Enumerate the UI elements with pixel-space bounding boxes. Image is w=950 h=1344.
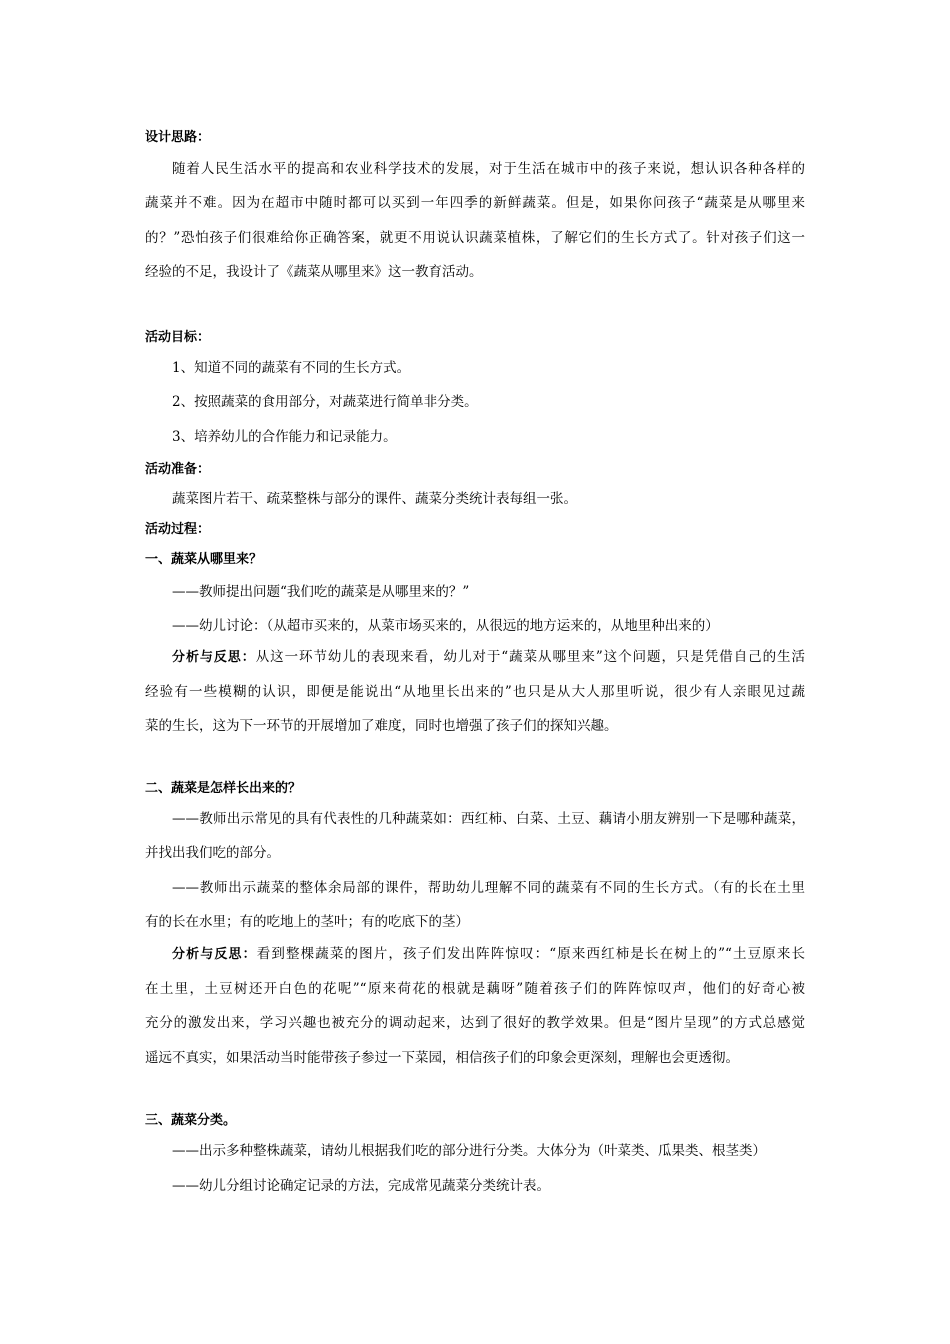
design-paragraph-line: 蔬菜并不难。因为在超市中随时都可以买到一年四季的新鲜蔬菜。但是，如果你问孩子“蔬菜是从哪里来	[145, 195, 805, 211]
part1-line: ——教师提出问题“我们吃的蔬菜是从哪里来的？”	[172, 584, 470, 600]
design-paragraph-line: 经验的不足，我设计了《蔬菜从哪里来》这一教育活动。	[145, 264, 483, 280]
part1-line: ——幼儿讨论：（从超市买来的，从菜市场买来的，从很远的地方运来的，从地里种出来的）	[172, 618, 719, 634]
part1-reflection-text: 从这一环节幼儿的表现来看，幼儿对于“蔬菜从哪里来”这个问题，只是凭借自己的生活	[255, 649, 805, 665]
part1-reflection-line: 经验有一些模糊的认识，即便是能说出“从地里长出来的”也只是从大人那里听说，很少有人亲眼见过蔬	[145, 684, 805, 700]
goal-item: 3、培养幼儿的合作能力和记录能力。	[172, 429, 397, 445]
part2-reflection-line: 充分的激发出来，学习兴趣也被充分的调动起来，达到了很好的教学效果。但是“图片呈现”的方式总感觉	[145, 1015, 805, 1031]
part2-reflection-line	[172, 945, 805, 964]
part3-line: ——出示多种整株蔬菜，请幼儿根据我们吃的部分进行分类。大体分为（叶菜类、瓜果类、根茎类）	[172, 1143, 766, 1159]
part1-heading: 一、蔬菜从哪里来？	[145, 552, 263, 567]
part2-line: 并找出我们吃的部分。	[145, 845, 280, 861]
part2-line: ——教师出示蔬菜的整体余局部的课件，帮助幼儿理解不同的蔬菜有不同的生长方式。（有的长在土里	[172, 880, 805, 896]
design-paragraph-line: 随着人民生活水平的提高和农业科学技术的发展，对于生活在城市中的孩子来说，想认识各种各样的	[172, 161, 805, 177]
part1-reflection-line: 菜的生长，这为下一环节的开展增加了难度，同时也增强了孩子们的探知兴趣。	[145, 718, 618, 734]
part2-line: 有的长在水里；有的吃地上的茎叶；有的吃底下的茎）	[145, 914, 469, 930]
part2-reflection-text: 看到整棵蔬菜的图片，孩子们发出阵阵惊叹：“原来西红柿是长在树上的”“土豆原来长	[256, 946, 805, 962]
process-heading: 活动过程：	[145, 522, 211, 537]
goal-item: 2、按照蔬菜的食用部分，对蔬菜进行简单非分类。	[172, 394, 478, 410]
part2-reflection-line: 遥远不真实，如果活动当时能带孩子参过一下菜园，相信孩子们的印象会更深刻，理解也会更透彻。	[145, 1050, 739, 1066]
part2-heading: 二、蔬菜是怎样长出来的？	[145, 781, 302, 796]
part1-reflection-line	[172, 648, 805, 667]
part3-line: ——幼儿分组讨论确定记录的方法，完成常见蔬菜分类统计表。	[172, 1178, 550, 1194]
part2-line: ——教师出示常见的具有代表性的几种蔬菜如：西红柿、白菜、土豆、藕请小朋友辨别一下是哪种蔬菜，	[172, 811, 805, 827]
part2-reflection-label: 分析与反思：	[172, 947, 257, 962]
goal-item: 1、知道不同的蔬菜有不同的生长方式。	[172, 360, 411, 376]
goals-heading: 活动目标：	[145, 330, 211, 345]
prep-text: 蔬菜图片若干、疏菜整株与部分的课件、蔬菜分类统计表每组一张。	[172, 491, 577, 507]
part3-heading: 三、蔬菜分类。	[145, 1113, 237, 1128]
design-heading: 设计思路：	[145, 130, 211, 145]
prep-heading: 活动准备：	[145, 462, 211, 477]
part1-reflection-label: 分析与反思：	[172, 650, 256, 665]
design-paragraph-line: 的？”恐怕孩子们很难给你正确答案，就更不用说认识蔬菜植株，了解它们的生长方式了。针对孩子们这一	[145, 230, 805, 246]
part2-reflection-line: 在土里，土豆树还开白色的花呢”“原来荷花的根就是藕呀”随着孩子们的阵阵惊叹声，他们的好奇心被	[145, 981, 805, 997]
